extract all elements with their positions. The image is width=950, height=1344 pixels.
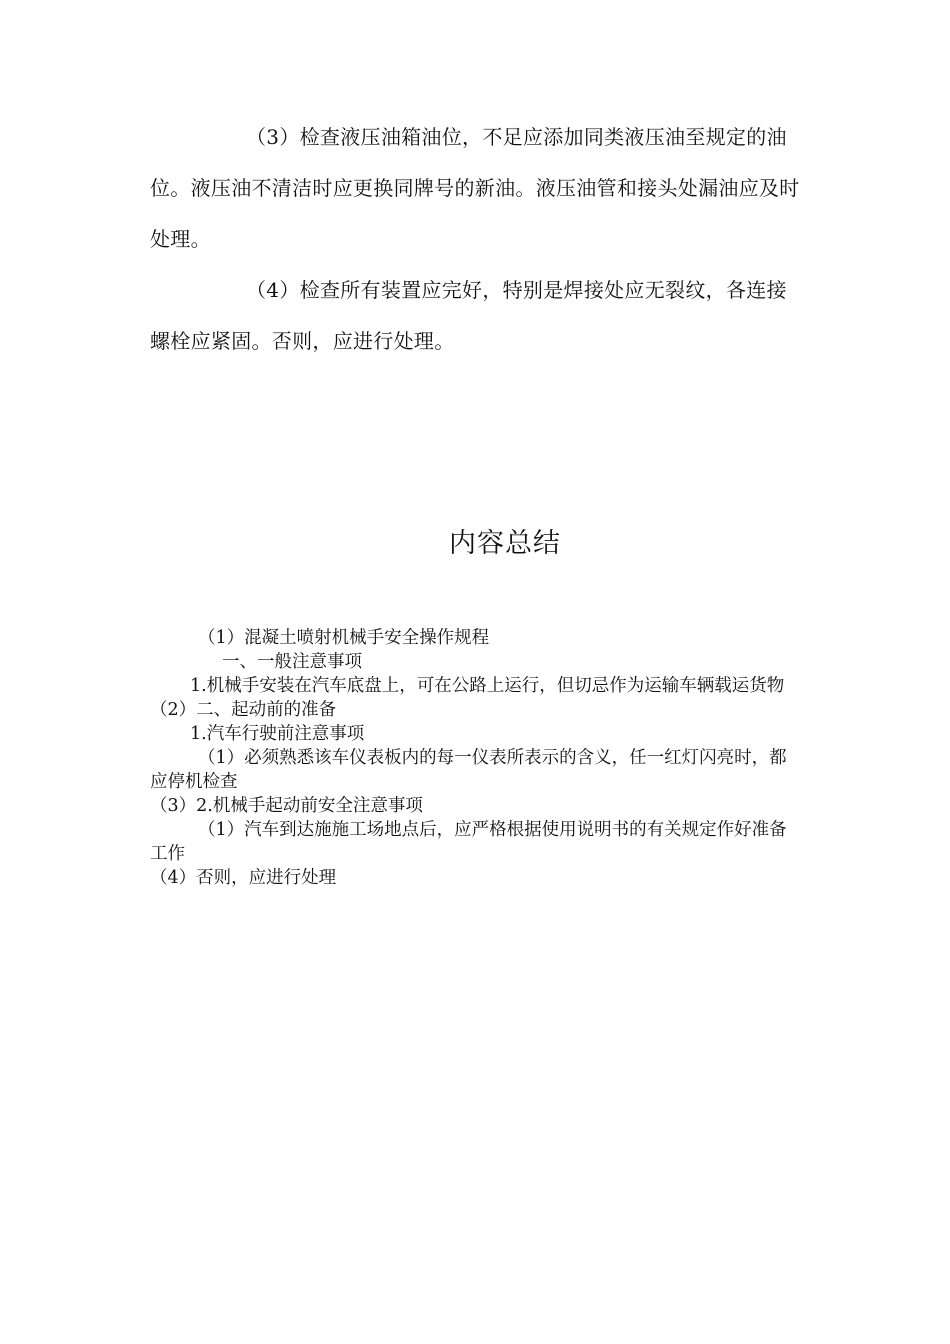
summary-title: 内容总结 (449, 528, 561, 559)
body-text (150, 112, 800, 367)
summary-line: （4）否则，应进行处理 (150, 868, 337, 888)
summary-line: （2）二、起动前的准备 (150, 700, 337, 720)
paragraph-hydraulic-oil: （3）检查液压油箱油位，不足应添加同类液压油至规定的油位。液压油不清洁时应更换同牌号的新油。液压油管和接头处漏油应及时处理。 (150, 125, 800, 251)
summary-line: （1）混凝土喷射机械手安全操作规程 (198, 628, 490, 648)
summary-line: （3）2.机械手起动前安全注意事项 (150, 796, 423, 816)
summary-line: 一、一般注意事项 (222, 652, 362, 672)
summary-line: 1.机械手安装在汽车底盘上，可在公路上运行，但切忌作为运输车辆载运货物 (190, 676, 785, 696)
summary-line: （1）必须熟悉该车仪表板内的每一仪表所表示的含义，任一红灯闪亮时，都应停机检查 (150, 748, 787, 792)
paragraph-device-check: （4）检查所有装置应完好，特别是焊接处应无裂纹，各连接螺栓应紧固。否则，应进行处理。 (150, 278, 787, 353)
summary-line: （1）汽车到达施施工场地点后，应严格根据使用说明书的有关规定作好准备工作 (150, 820, 787, 864)
summary-line: 1.汽车行驶前注意事项 (190, 724, 365, 744)
summary-section (150, 626, 790, 890)
